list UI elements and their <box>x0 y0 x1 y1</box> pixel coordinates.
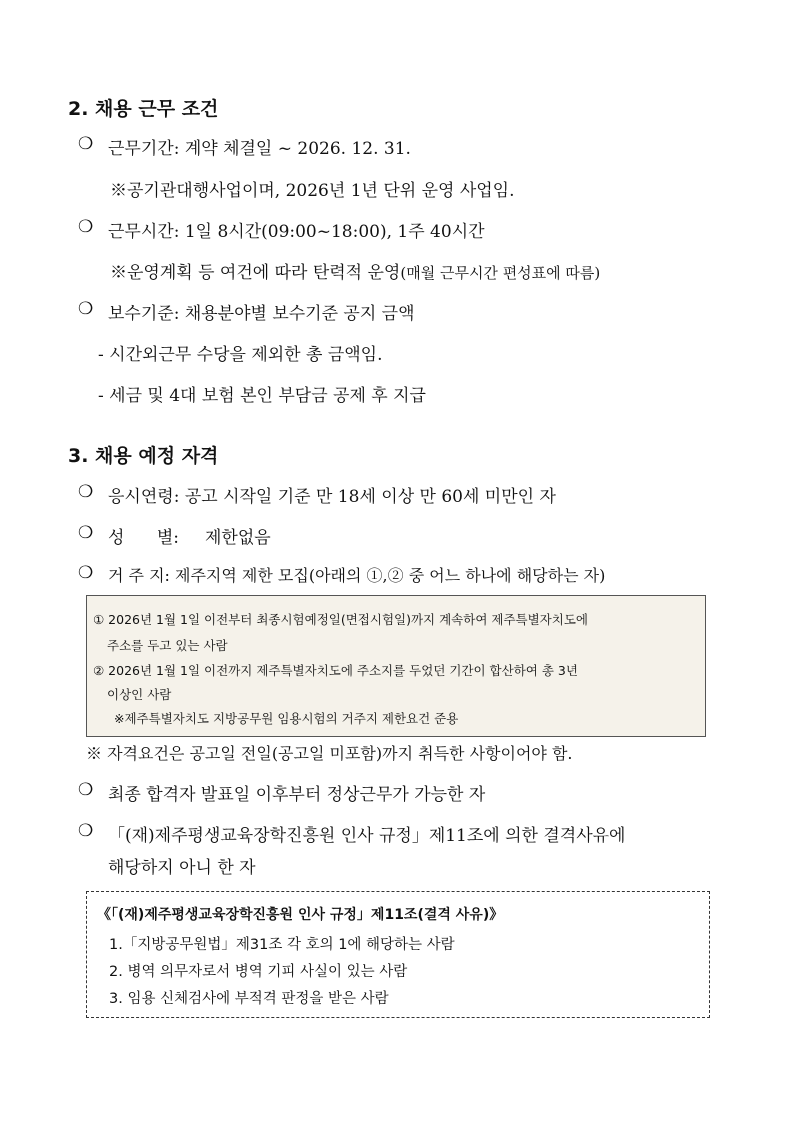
bullet-icon: ❍ <box>78 299 94 319</box>
residence-detail-box <box>86 595 706 737</box>
work-period-note: ※공기관대행사업이며, 2026년 1년 단위 운영 사업임. <box>110 181 515 201</box>
work-hours-note-main: ※운영계획 등 여건에 따라 탄력적 운영 <box>110 263 401 283</box>
disqualification-box <box>86 891 710 1018</box>
disqualification-reason-2: 2. 병역 의무자로서 병역 기피 사실이 있는 사람 <box>109 964 408 980</box>
bullet-icon: ❍ <box>78 821 94 841</box>
disqualification-item-cont: 해당하지 아니 한 자 <box>108 858 256 878</box>
residence-condition-1: ① 2026년 1월 1일 이전부터 최종시험예정일(면접시험일)까지 계속하여 제주특별자치도에 <box>93 612 588 627</box>
residence-requirement: 거 주 지: 제주지역 제한 모집(아래의 ①,② 중 어느 하나에 해당하는 자) <box>108 566 606 585</box>
bullet-icon: ❍ <box>78 523 94 543</box>
section-2-title: 2. 채용 근무 조건 <box>68 98 219 120</box>
work-hours-note <box>110 258 600 283</box>
section-3-title: 3. 채용 예정 자격 <box>68 445 219 467</box>
gender-label: 성 별: <box>108 528 179 548</box>
qualification-note: ※ 자격요건은 공고일 전일(공고일 미포함)까지 취득한 사항이어야 함. <box>86 744 573 763</box>
bullet-icon: ❍ <box>78 563 94 583</box>
disqualification-item: 「(재)제주평생교육장학진흥원 인사 규정」제11조에 의한 결격사유에 <box>108 826 626 846</box>
bullet-icon: ❍ <box>78 482 94 502</box>
disqualification-reason-1: 1.「지방공무원법」제31조 각 호의 1에 해당하는 사람 <box>109 937 455 953</box>
work-availability: 최종 합격자 발표일 이후부터 정상근무가 가능한 자 <box>108 785 486 805</box>
residence-condition-2: ② 2026년 1월 1일 이전까지 제주특별자치도에 주소지를 두었던 기간이 합산하여 총 3년 <box>93 663 578 678</box>
disqualification-reason-3: 3. 임용 신체검사에 부적격 판정을 받은 사람 <box>109 991 389 1007</box>
residence-condition-2-cont: 이상인 사람 <box>107 687 172 702</box>
residence-note: ※제주특별자치도 지방공무원 임용시험의 거주지 제한요건 준용 <box>114 711 459 726</box>
pay-standard: 보수기준: 채용분야별 보수기준 공지 금액 <box>108 304 415 324</box>
age-requirement: 응시연령: 공고 시작일 기준 만 18세 이상 만 60세 미만인 자 <box>108 487 556 507</box>
bullet-icon: ❍ <box>78 780 94 800</box>
disqualification-box-title: 《「(재)제주평생교육장학진흥원 인사 규정」제11조(결격 사유)》 <box>97 907 504 923</box>
work-hours-note-small: (매월 근무시간 편성표에 따름) <box>400 264 601 282</box>
gender-value: 제한없음 <box>205 528 271 548</box>
bullet-icon: ❍ <box>78 134 94 154</box>
bullet-icon: ❍ <box>78 217 94 237</box>
pay-detail-1: - 시간외근무 수당을 제외한 총 금액임. <box>98 345 383 365</box>
pay-detail-2: - 세금 및 4대 보험 본인 부담금 공제 후 지급 <box>98 386 426 406</box>
residence-condition-1-cont: 주소를 두고 있는 사람 <box>107 638 228 653</box>
work-period: 근무기간: 계약 체결일 ~ 2026. 12. 31. <box>108 139 411 159</box>
work-hours: 근무시간: 1일 8시간(09:00~18:00), 1주 40시간 <box>108 222 485 242</box>
